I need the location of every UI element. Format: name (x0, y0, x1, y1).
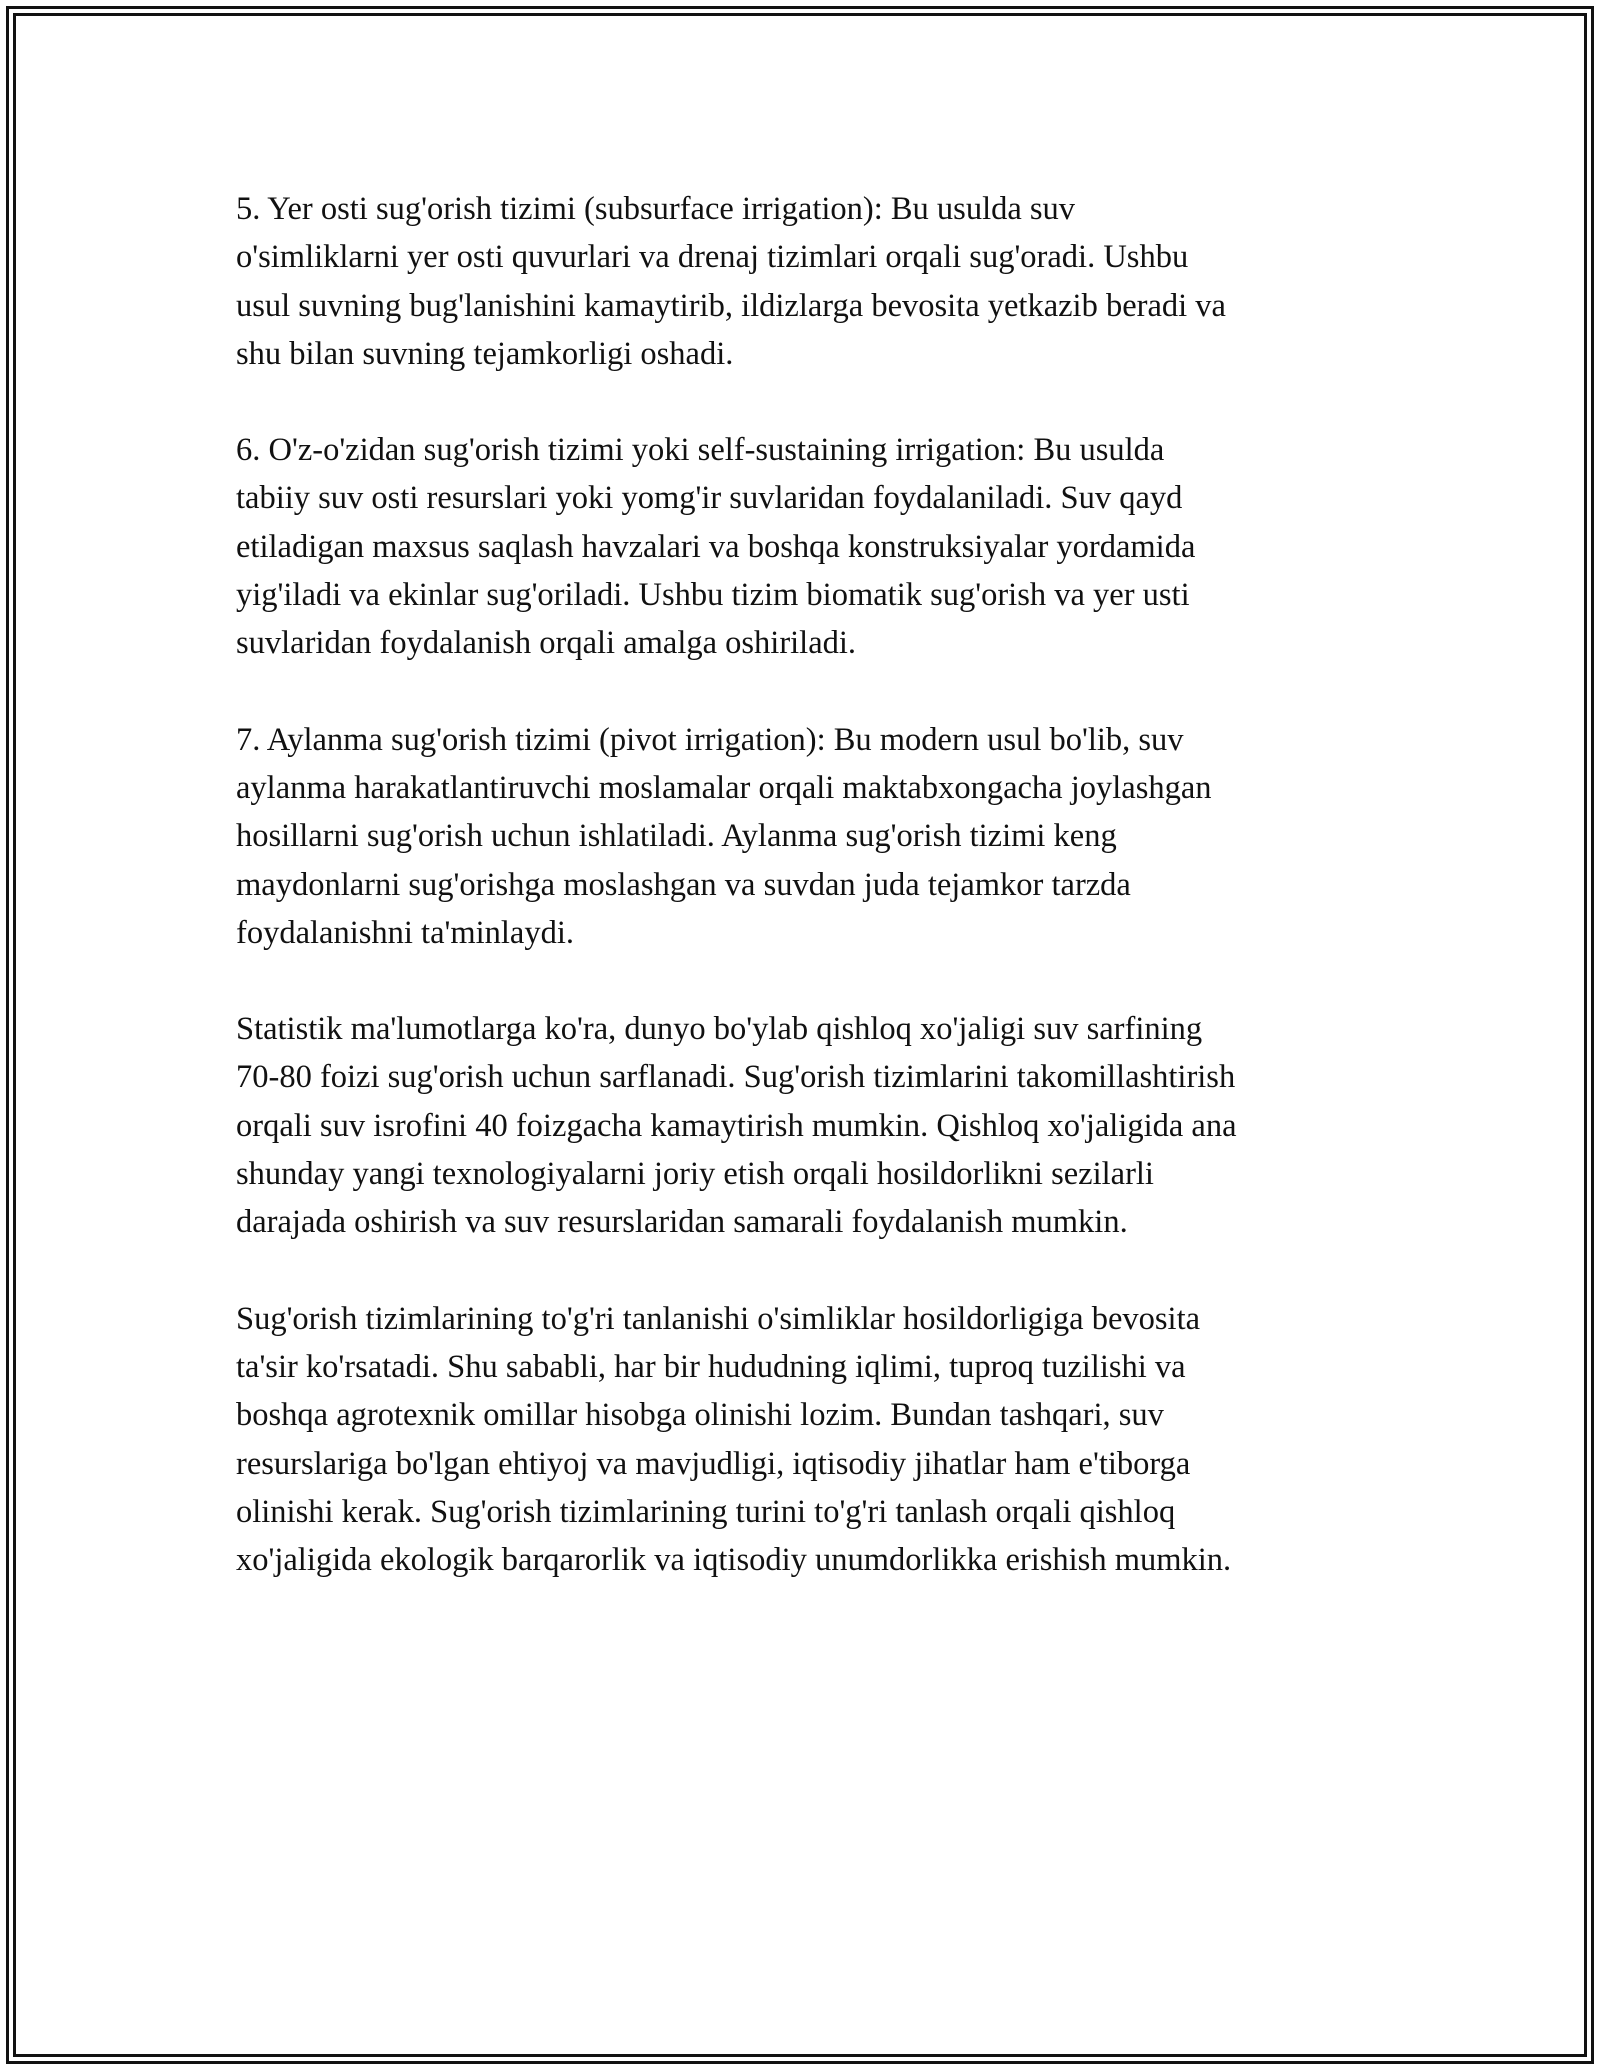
document-body (236, 185, 1396, 1632)
paragraph-conclusion: Sug'orish tizimlarining to'g'ri tanlanishi o'simliklar hosildorligiga bevosita ta'sir ko'rsatadi. Shu sababli, har bir hududning iqlimi, tuproq tuzilishi va boshqa agrotexnik omillar hisobga olinishi lozim. Bundan tashqari, suv resurslariga bo'lgan ehtiyoj va mavjudligi, iqtisodiy jihatlar ham e'tiborga olinishi kerak. Sug'orish tizimlarining turini to'g'ri tanlash orqali qishloq xo'jaligida ekologik barqarorlik va iqtisodiy unumdorlikka erishish mumkin. (236, 1300, 1232, 1579)
paragraph-subsurface-irrigation: 5. Yer osti sug'orish tizimi (subsurface irrigation): Bu usulda suv o'simliklarni yer osti quvurlari va drenaj tizimlari orqali sug'oradi. Ushbu usul suvning bug'lanishini kamaytirib, ildizlarga bevosita yetkazib beradi va shu bilan suvning tejamkorligi oshadi. (236, 191, 1226, 372)
paragraph-self-sustaining-irrigation: 6. O'z-o'zidan sug'orish tizimi yoki self-sustaining irrigation: Bu usulda tabiiy suv osti resurslari yoki yomg'ir suvlaridan foydalaniladi. Suv qayd etiladigan maxsus saqlash havzalari va boshqa konstruksiyalar yordamida yig'iladi va ekinlar sug'oriladi. Ushbu tizim biomatik sug'orish va yer usti suvlaridan foydalanish orqali amalga oshiriladi. (236, 432, 1196, 662)
paragraph-pivot-irrigation: 7. Aylanma sug'orish tizimi (pivot irrigation): Bu modern usul bo'lib, suv aylanma harakatlantiruvchi moslamalar orqali maktabxongacha joylashgan hosillarni sug'orish uchun ishlatiladi. Aylanma sug'orish tizimi keng maydonlarni sug'orishga moslashgan va suvdan juda tejamkor tarzda foydalanishni ta'minlaydi. (236, 721, 1212, 951)
paragraph-statistics: Statistik ma'lumotlarga ko'ra, dunyo bo'ylab qishloq xo'jaligi suv sarfining 70-80 foizi sug'orish uchun sarflanadi. Sug'orish tizimlarini takomillashtirish orqali suv isrofini 40 foizgacha kamaytirish mumkin. Qishloq xo'jaligida ana shunday yangi texnologiyalarni joriy etish orqali hosildorlikni sezilarli darajada oshirish va suv resurslaridan samarali foydalanish mumkin. (236, 1011, 1237, 1241)
